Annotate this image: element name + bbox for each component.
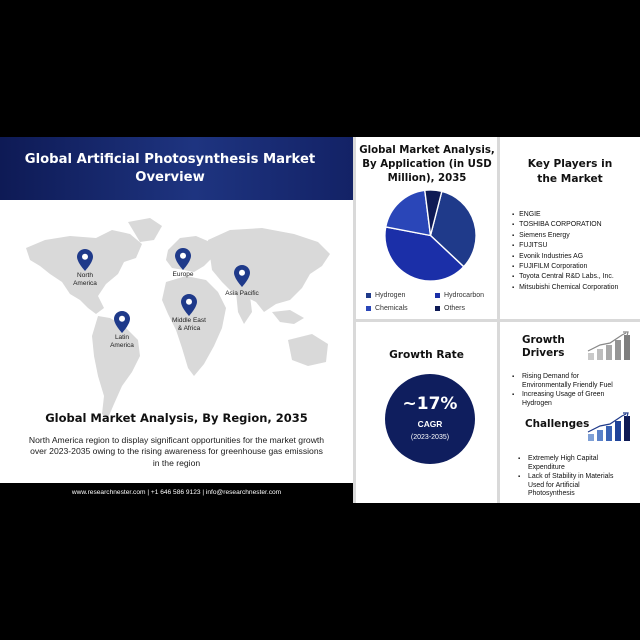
players-list xyxy=(512,210,618,293)
cagr-value: ~17% xyxy=(402,394,458,414)
challenges-list xyxy=(518,455,638,500)
legend-label: Hydrogen xyxy=(375,292,406,299)
description-line: North America region to display significant opportunities for the market growth xyxy=(28,435,325,445)
application-panel xyxy=(356,137,497,319)
title-line: Overview xyxy=(135,170,205,185)
application-title xyxy=(358,144,496,186)
key-players-panel xyxy=(500,137,640,319)
cagr-circle xyxy=(385,374,475,464)
legend-swatch xyxy=(435,306,440,311)
pie-slice-chemicals xyxy=(386,190,431,235)
legend-swatch xyxy=(366,306,371,311)
region-name: America xyxy=(110,342,134,349)
challenges-heading: Challenges xyxy=(525,418,590,430)
legend-label: Hydrocarbon xyxy=(444,292,485,299)
contact-footer: www.researchnester.com | +1 646 586 9123 | info@researchnester.com xyxy=(0,483,353,503)
title-line: Key Players in xyxy=(527,158,613,170)
challenge-line: ▪ Lack of Stability in Materials xyxy=(528,473,614,481)
player-item: ▪ Evonik Industries AG xyxy=(512,252,618,262)
region-name: & Africa xyxy=(177,325,201,332)
title-line: By Application (in USD xyxy=(362,159,492,170)
challenge-line: Used for Artificial xyxy=(528,481,580,489)
driver-item xyxy=(512,373,638,390)
title-banner xyxy=(0,137,353,200)
legend-item-others xyxy=(435,305,465,312)
growth-bars-icon xyxy=(586,331,636,361)
title-line: Million), 2035 xyxy=(387,173,467,184)
region-label-north-america xyxy=(55,272,115,288)
region-analysis-title: Global Market Analysis, By Region, 2035 xyxy=(45,411,308,425)
cagr-period: (2023-2035) xyxy=(410,434,450,441)
driver-line: ▪ Increasing Usage of Green xyxy=(522,391,605,399)
legend-label: Others xyxy=(444,305,466,312)
driver-line: Hydrogen xyxy=(522,399,552,407)
driver-item xyxy=(512,391,638,408)
map-pin-icon xyxy=(234,265,250,287)
region-label-asia-pacific xyxy=(212,290,272,298)
description-line: in the region xyxy=(152,457,201,468)
growth-rate-title: Growth Rate xyxy=(389,349,464,361)
region-name: Europe xyxy=(172,271,194,278)
challenge-line: Expenditure xyxy=(528,463,565,471)
key-players-title xyxy=(500,157,640,187)
player-item: ▪ Mitsubishi Chemical Corporation xyxy=(512,283,618,293)
australia-shape xyxy=(288,334,328,366)
legend-swatch xyxy=(366,293,371,298)
challenges-bars-icon xyxy=(586,412,636,442)
application-pie-chart xyxy=(384,189,477,282)
title-line: Global Market Analysis, xyxy=(359,145,495,156)
title-line: Drivers xyxy=(522,347,565,359)
legend-item-hydrogen xyxy=(366,292,405,299)
region-description xyxy=(10,435,343,469)
drivers-list xyxy=(512,373,638,409)
region-name: Latin xyxy=(114,334,130,341)
challenge-item xyxy=(518,455,638,472)
region-name: America xyxy=(73,280,97,287)
region-name: North xyxy=(77,272,93,279)
challenge-line: Photosynthesis xyxy=(528,490,575,498)
cagr-label: CAGR xyxy=(417,419,443,429)
legend-label: Chemicals xyxy=(375,305,408,312)
growth-drivers-title xyxy=(522,334,565,360)
legend-swatch xyxy=(435,293,440,298)
infographic-card xyxy=(0,137,640,503)
overview-panel xyxy=(0,137,353,503)
title-line: Growth xyxy=(522,334,565,346)
player-item: ▪ ENGIE xyxy=(512,210,618,220)
page-title xyxy=(0,151,340,187)
asia-shape xyxy=(208,228,330,312)
legend-item-chemicals xyxy=(366,305,408,312)
description-line: over 2023-2035 owing to the rising awareness for greenhouse gas emissions xyxy=(30,446,323,457)
sea-islands-shape xyxy=(272,310,304,324)
player-item: ▪ FUJIFILM Corporation xyxy=(512,262,618,272)
region-name: Asia Pacific xyxy=(225,290,259,297)
growth-rate-panel xyxy=(356,322,497,503)
region-label-latin-america xyxy=(92,334,152,350)
player-item: ▪ FUJITSU xyxy=(512,241,618,251)
title-line: Global Artificial Photosynthesis Market xyxy=(24,152,316,167)
driver-line: Environmentally Friendly Fuel xyxy=(522,381,613,389)
player-item: ▪ Toyota Central R&D Labs., Inc. xyxy=(512,272,618,282)
map-pin-icon xyxy=(175,248,191,270)
map-pin-icon xyxy=(77,249,93,271)
challenge-item xyxy=(518,473,638,499)
player-item: ▪ Siemens Energy xyxy=(512,231,618,241)
region-label-mea xyxy=(159,317,219,333)
legend-item-hydrocarbon xyxy=(435,292,484,299)
title-line: the Market xyxy=(537,173,603,185)
region-label-europe xyxy=(153,271,213,279)
map-pin-icon xyxy=(114,311,130,333)
region-name: Middle East xyxy=(172,317,206,324)
challenge-line: ▪ Extremely High Capital xyxy=(528,455,599,462)
map-pin-icon xyxy=(181,294,197,316)
player-item: ▪ TOSHIBA CORPORATION xyxy=(512,220,618,230)
driver-line: ▪ Rising Demand for xyxy=(522,373,580,380)
